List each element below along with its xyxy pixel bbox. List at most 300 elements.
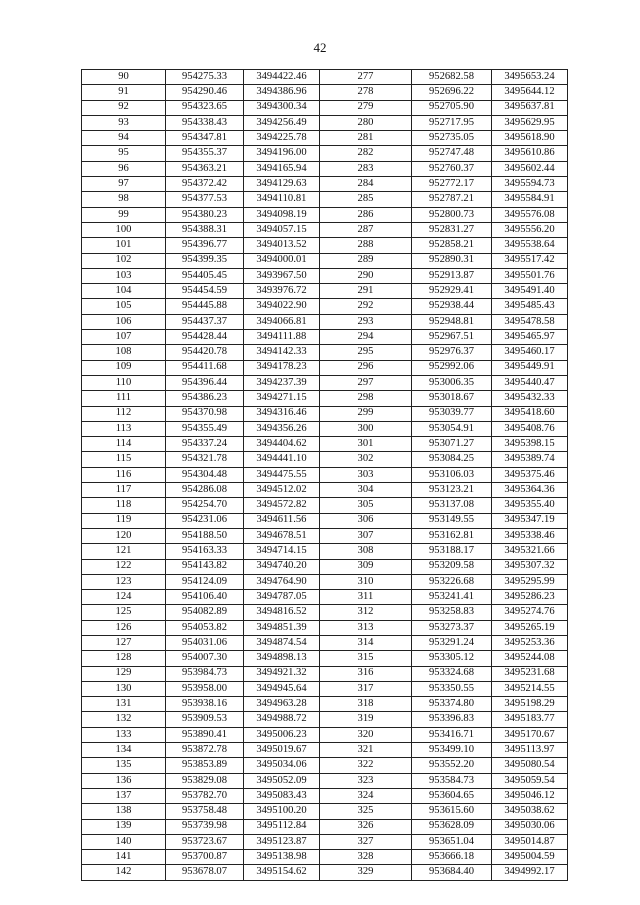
y-coordinate-cell: 3494225.78 bbox=[244, 131, 320, 146]
x-coordinate-cell: 954428.44 bbox=[166, 330, 244, 345]
y-coordinate-cell: 3495138.98 bbox=[244, 850, 320, 865]
x-coordinate-cell: 953018.67 bbox=[412, 391, 492, 406]
x-coordinate-cell: 953890.41 bbox=[166, 727, 244, 742]
point-number-cell: 112 bbox=[82, 406, 166, 421]
y-coordinate-cell: 3494988.72 bbox=[244, 712, 320, 727]
point-number-cell: 328 bbox=[320, 850, 412, 865]
y-coordinate-cell: 3495154.62 bbox=[244, 865, 320, 880]
x-coordinate-cell: 954411.68 bbox=[166, 360, 244, 375]
point-number-cell: 104 bbox=[82, 284, 166, 299]
x-coordinate-cell: 954106.40 bbox=[166, 590, 244, 605]
x-coordinate-cell: 953739.98 bbox=[166, 819, 244, 834]
point-number-cell: 302 bbox=[320, 452, 412, 467]
y-coordinate-cell: 3495034.06 bbox=[244, 758, 320, 773]
point-number-cell: 120 bbox=[82, 528, 166, 543]
x-coordinate-cell: 953958.00 bbox=[166, 681, 244, 696]
point-number-cell: 123 bbox=[82, 574, 166, 589]
point-number-cell: 281 bbox=[320, 131, 412, 146]
x-coordinate-cell: 954163.33 bbox=[166, 544, 244, 559]
table-row bbox=[82, 788, 568, 803]
y-coordinate-cell: 3495080.54 bbox=[492, 758, 568, 773]
table-row bbox=[82, 314, 568, 329]
y-coordinate-cell: 3495485.43 bbox=[492, 299, 568, 314]
point-number-cell: 127 bbox=[82, 635, 166, 650]
point-number-cell: 318 bbox=[320, 697, 412, 712]
y-coordinate-cell: 3494874.54 bbox=[244, 635, 320, 650]
y-coordinate-cell: 3495231.68 bbox=[492, 666, 568, 681]
x-coordinate-cell: 953305.12 bbox=[412, 651, 492, 666]
y-coordinate-cell: 3494356.26 bbox=[244, 421, 320, 436]
table-row bbox=[82, 743, 568, 758]
point-number-cell: 305 bbox=[320, 498, 412, 513]
y-coordinate-cell: 3494441.10 bbox=[244, 452, 320, 467]
table-row bbox=[82, 620, 568, 635]
table-row bbox=[82, 590, 568, 605]
point-number-cell: 295 bbox=[320, 345, 412, 360]
point-number-cell: 141 bbox=[82, 850, 166, 865]
y-coordinate-cell: 3495347.19 bbox=[492, 513, 568, 528]
x-coordinate-cell: 953123.21 bbox=[412, 483, 492, 498]
x-coordinate-cell: 954286.08 bbox=[166, 483, 244, 498]
y-coordinate-cell: 3494404.62 bbox=[244, 437, 320, 452]
point-number-cell: 113 bbox=[82, 421, 166, 436]
point-number-cell: 298 bbox=[320, 391, 412, 406]
x-coordinate-cell: 953938.16 bbox=[166, 697, 244, 712]
table-row bbox=[82, 697, 568, 712]
table-row bbox=[82, 177, 568, 192]
x-coordinate-cell: 953258.83 bbox=[412, 605, 492, 620]
y-coordinate-cell: 3495584.91 bbox=[492, 192, 568, 207]
y-coordinate-cell: 3495644.12 bbox=[492, 85, 568, 100]
point-number-cell: 310 bbox=[320, 574, 412, 589]
point-number-cell: 98 bbox=[82, 192, 166, 207]
x-coordinate-cell: 952705.90 bbox=[412, 100, 492, 115]
point-number-cell: 142 bbox=[82, 865, 166, 880]
x-coordinate-cell: 953416.71 bbox=[412, 727, 492, 742]
x-coordinate-cell: 953853.89 bbox=[166, 758, 244, 773]
y-coordinate-cell: 3495440.47 bbox=[492, 375, 568, 390]
point-number-cell: 329 bbox=[320, 865, 412, 880]
point-number-cell: 319 bbox=[320, 712, 412, 727]
y-coordinate-cell: 3495556.20 bbox=[492, 222, 568, 237]
x-coordinate-cell: 952858.21 bbox=[412, 238, 492, 253]
point-number-cell: 101 bbox=[82, 238, 166, 253]
x-coordinate-cell: 953209.58 bbox=[412, 559, 492, 574]
x-coordinate-cell: 954386.23 bbox=[166, 391, 244, 406]
y-coordinate-cell: 3495046.12 bbox=[492, 788, 568, 803]
x-coordinate-cell: 953499.10 bbox=[412, 743, 492, 758]
y-coordinate-cell: 3495100.20 bbox=[244, 804, 320, 819]
point-number-cell: 110 bbox=[82, 375, 166, 390]
y-coordinate-cell: 3494000.01 bbox=[244, 253, 320, 268]
point-number-cell: 322 bbox=[320, 758, 412, 773]
x-coordinate-cell: 952787.21 bbox=[412, 192, 492, 207]
y-coordinate-cell: 3494256.49 bbox=[244, 115, 320, 130]
y-coordinate-cell: 3495629.95 bbox=[492, 115, 568, 130]
x-coordinate-cell: 953084.25 bbox=[412, 452, 492, 467]
y-coordinate-cell: 3495594.73 bbox=[492, 177, 568, 192]
point-number-cell: 139 bbox=[82, 819, 166, 834]
table-row bbox=[82, 498, 568, 513]
x-coordinate-cell: 953615.60 bbox=[412, 804, 492, 819]
point-number-cell: 306 bbox=[320, 513, 412, 528]
y-coordinate-cell: 3495014.87 bbox=[492, 834, 568, 849]
y-coordinate-cell: 3494316.46 bbox=[244, 406, 320, 421]
y-coordinate-cell: 3494611.56 bbox=[244, 513, 320, 528]
x-coordinate-cell: 953374.80 bbox=[412, 697, 492, 712]
table-row bbox=[82, 268, 568, 283]
point-number-cell: 128 bbox=[82, 651, 166, 666]
point-number-cell: 291 bbox=[320, 284, 412, 299]
point-number-cell: 277 bbox=[320, 70, 412, 85]
point-number-cell: 134 bbox=[82, 743, 166, 758]
x-coordinate-cell: 954355.49 bbox=[166, 421, 244, 436]
point-number-cell: 96 bbox=[82, 161, 166, 176]
x-coordinate-cell: 954370.98 bbox=[166, 406, 244, 421]
x-coordinate-cell: 953350.55 bbox=[412, 681, 492, 696]
x-coordinate-cell: 953872.78 bbox=[166, 743, 244, 758]
x-coordinate-cell: 953226.68 bbox=[412, 574, 492, 589]
x-coordinate-cell: 952976.37 bbox=[412, 345, 492, 360]
table-row bbox=[82, 651, 568, 666]
table-row bbox=[82, 70, 568, 85]
point-number-cell: 313 bbox=[320, 620, 412, 635]
table-row bbox=[82, 528, 568, 543]
y-coordinate-cell: 3495253.36 bbox=[492, 635, 568, 650]
point-number-cell: 311 bbox=[320, 590, 412, 605]
y-coordinate-cell: 3494237.39 bbox=[244, 375, 320, 390]
x-coordinate-cell: 953666.18 bbox=[412, 850, 492, 865]
point-number-cell: 122 bbox=[82, 559, 166, 574]
y-coordinate-cell: 3495389.74 bbox=[492, 452, 568, 467]
y-coordinate-cell: 3495006.23 bbox=[244, 727, 320, 742]
y-coordinate-cell: 3494057.15 bbox=[244, 222, 320, 237]
y-coordinate-cell: 3494475.55 bbox=[244, 467, 320, 482]
y-coordinate-cell: 3495286.23 bbox=[492, 590, 568, 605]
x-coordinate-cell: 954388.31 bbox=[166, 222, 244, 237]
table-row bbox=[82, 727, 568, 742]
point-number-cell: 290 bbox=[320, 268, 412, 283]
y-coordinate-cell: 3493967.50 bbox=[244, 268, 320, 283]
y-coordinate-cell: 3495460.17 bbox=[492, 345, 568, 360]
x-coordinate-cell: 953628.09 bbox=[412, 819, 492, 834]
x-coordinate-cell: 952747.48 bbox=[412, 146, 492, 161]
y-coordinate-cell: 3494816.52 bbox=[244, 605, 320, 620]
y-coordinate-cell: 3495038.62 bbox=[492, 804, 568, 819]
table-row bbox=[82, 222, 568, 237]
point-number-cell: 94 bbox=[82, 131, 166, 146]
x-coordinate-cell: 952735.05 bbox=[412, 131, 492, 146]
point-number-cell: 121 bbox=[82, 544, 166, 559]
x-coordinate-cell: 954007.30 bbox=[166, 651, 244, 666]
table-row bbox=[82, 804, 568, 819]
table-row bbox=[82, 146, 568, 161]
x-coordinate-cell: 953162.81 bbox=[412, 528, 492, 543]
x-coordinate-cell: 954454.59 bbox=[166, 284, 244, 299]
point-number-cell: 130 bbox=[82, 681, 166, 696]
y-coordinate-cell: 3495408.76 bbox=[492, 421, 568, 436]
point-number-cell: 106 bbox=[82, 314, 166, 329]
x-coordinate-cell: 952913.87 bbox=[412, 268, 492, 283]
point-number-cell: 133 bbox=[82, 727, 166, 742]
y-coordinate-cell: 3494129.63 bbox=[244, 177, 320, 192]
point-number-cell: 285 bbox=[320, 192, 412, 207]
x-coordinate-cell: 954053.82 bbox=[166, 620, 244, 635]
y-coordinate-cell: 3494898.13 bbox=[244, 651, 320, 666]
table-row bbox=[82, 437, 568, 452]
y-coordinate-cell: 3495295.99 bbox=[492, 574, 568, 589]
table-row bbox=[82, 712, 568, 727]
y-coordinate-cell: 3494714.15 bbox=[244, 544, 320, 559]
point-number-cell: 140 bbox=[82, 834, 166, 849]
table-row bbox=[82, 819, 568, 834]
table-row bbox=[82, 391, 568, 406]
table-row bbox=[82, 360, 568, 375]
x-coordinate-cell: 952948.81 bbox=[412, 314, 492, 329]
y-coordinate-cell: 3494386.96 bbox=[244, 85, 320, 100]
point-number-cell: 100 bbox=[82, 222, 166, 237]
point-number-cell: 118 bbox=[82, 498, 166, 513]
point-number-cell: 117 bbox=[82, 483, 166, 498]
table-row bbox=[82, 850, 568, 865]
x-coordinate-cell: 954437.37 bbox=[166, 314, 244, 329]
y-coordinate-cell: 3495398.15 bbox=[492, 437, 568, 452]
point-number-cell: 293 bbox=[320, 314, 412, 329]
point-number-cell: 279 bbox=[320, 100, 412, 115]
y-coordinate-cell: 3495214.55 bbox=[492, 681, 568, 696]
x-coordinate-cell: 953149.55 bbox=[412, 513, 492, 528]
x-coordinate-cell: 953684.40 bbox=[412, 865, 492, 880]
coordinates-table-body bbox=[82, 70, 568, 881]
y-coordinate-cell: 3494271.15 bbox=[244, 391, 320, 406]
y-coordinate-cell: 3495274.76 bbox=[492, 605, 568, 620]
x-coordinate-cell: 953552.20 bbox=[412, 758, 492, 773]
point-number-cell: 312 bbox=[320, 605, 412, 620]
x-coordinate-cell: 953584.73 bbox=[412, 773, 492, 788]
point-number-cell: 308 bbox=[320, 544, 412, 559]
x-coordinate-cell: 953291.24 bbox=[412, 635, 492, 650]
x-coordinate-cell: 953054.91 bbox=[412, 421, 492, 436]
x-coordinate-cell: 954321.78 bbox=[166, 452, 244, 467]
y-coordinate-cell: 3495112.84 bbox=[244, 819, 320, 834]
y-coordinate-cell: 3494022.90 bbox=[244, 299, 320, 314]
point-number-cell: 288 bbox=[320, 238, 412, 253]
point-number-cell: 325 bbox=[320, 804, 412, 819]
y-coordinate-cell: 3495030.06 bbox=[492, 819, 568, 834]
point-number-cell: 294 bbox=[320, 330, 412, 345]
table-row bbox=[82, 773, 568, 788]
y-coordinate-cell: 3495618.90 bbox=[492, 131, 568, 146]
y-coordinate-cell: 3495517.42 bbox=[492, 253, 568, 268]
x-coordinate-cell: 954377.53 bbox=[166, 192, 244, 207]
y-coordinate-cell: 3495449.91 bbox=[492, 360, 568, 375]
x-coordinate-cell: 952890.31 bbox=[412, 253, 492, 268]
table-row bbox=[82, 207, 568, 222]
point-number-cell: 136 bbox=[82, 773, 166, 788]
table-row bbox=[82, 299, 568, 314]
point-number-cell: 297 bbox=[320, 375, 412, 390]
point-number-cell: 284 bbox=[320, 177, 412, 192]
x-coordinate-cell: 952831.27 bbox=[412, 222, 492, 237]
table-row bbox=[82, 483, 568, 498]
point-number-cell: 278 bbox=[320, 85, 412, 100]
y-coordinate-cell: 3495418.60 bbox=[492, 406, 568, 421]
y-coordinate-cell: 3495432.33 bbox=[492, 391, 568, 406]
y-coordinate-cell: 3494196.00 bbox=[244, 146, 320, 161]
y-coordinate-cell: 3495307.32 bbox=[492, 559, 568, 574]
table-row bbox=[82, 681, 568, 696]
coordinates-table bbox=[81, 69, 568, 881]
x-coordinate-cell: 954082.89 bbox=[166, 605, 244, 620]
table-row bbox=[82, 375, 568, 390]
point-number-cell: 90 bbox=[82, 70, 166, 85]
table-row bbox=[82, 758, 568, 773]
point-number-cell: 108 bbox=[82, 345, 166, 360]
table-row bbox=[82, 513, 568, 528]
y-coordinate-cell: 3495113.97 bbox=[492, 743, 568, 758]
point-number-cell: 320 bbox=[320, 727, 412, 742]
point-number-cell: 126 bbox=[82, 620, 166, 635]
y-coordinate-cell: 3494165.94 bbox=[244, 161, 320, 176]
point-number-cell: 95 bbox=[82, 146, 166, 161]
point-number-cell: 287 bbox=[320, 222, 412, 237]
point-number-cell: 91 bbox=[82, 85, 166, 100]
y-coordinate-cell: 3494992.17 bbox=[492, 865, 568, 880]
x-coordinate-cell: 954372.42 bbox=[166, 177, 244, 192]
table-row bbox=[82, 559, 568, 574]
page-number: 42 bbox=[313, 40, 327, 55]
table-row bbox=[82, 467, 568, 482]
x-coordinate-cell: 954275.33 bbox=[166, 70, 244, 85]
y-coordinate-cell: 3495637.81 bbox=[492, 100, 568, 115]
x-coordinate-cell: 952992.06 bbox=[412, 360, 492, 375]
point-number-cell: 97 bbox=[82, 177, 166, 192]
x-coordinate-cell: 952967.51 bbox=[412, 330, 492, 345]
x-coordinate-cell: 954399.35 bbox=[166, 253, 244, 268]
point-number-cell: 317 bbox=[320, 681, 412, 696]
point-number-cell: 135 bbox=[82, 758, 166, 773]
y-coordinate-cell: 3495576.08 bbox=[492, 207, 568, 222]
x-coordinate-cell: 954188.50 bbox=[166, 528, 244, 543]
x-coordinate-cell: 954405.45 bbox=[166, 268, 244, 283]
x-coordinate-cell: 953678.07 bbox=[166, 865, 244, 880]
point-number-cell: 132 bbox=[82, 712, 166, 727]
y-coordinate-cell: 3494787.05 bbox=[244, 590, 320, 605]
point-number-cell: 283 bbox=[320, 161, 412, 176]
y-coordinate-cell: 3495653.24 bbox=[492, 70, 568, 85]
table-row bbox=[82, 421, 568, 436]
x-coordinate-cell: 953137.08 bbox=[412, 498, 492, 513]
y-coordinate-cell: 3495491.40 bbox=[492, 284, 568, 299]
y-coordinate-cell: 3495602.44 bbox=[492, 161, 568, 176]
y-coordinate-cell: 3493976.72 bbox=[244, 284, 320, 299]
point-number-cell: 109 bbox=[82, 360, 166, 375]
point-number-cell: 93 bbox=[82, 115, 166, 130]
x-coordinate-cell: 954396.77 bbox=[166, 238, 244, 253]
point-number-cell: 303 bbox=[320, 467, 412, 482]
x-coordinate-cell: 953273.37 bbox=[412, 620, 492, 635]
point-number-cell: 326 bbox=[320, 819, 412, 834]
y-coordinate-cell: 3495375.46 bbox=[492, 467, 568, 482]
point-number-cell: 314 bbox=[320, 635, 412, 650]
x-coordinate-cell: 953396.83 bbox=[412, 712, 492, 727]
point-number-cell: 111 bbox=[82, 391, 166, 406]
table-row bbox=[82, 666, 568, 681]
y-coordinate-cell: 3494921.32 bbox=[244, 666, 320, 681]
x-coordinate-cell: 954396.44 bbox=[166, 375, 244, 390]
point-number-cell: 99 bbox=[82, 207, 166, 222]
y-coordinate-cell: 3495338.46 bbox=[492, 528, 568, 543]
y-coordinate-cell: 3494764.90 bbox=[244, 574, 320, 589]
point-number-cell: 105 bbox=[82, 299, 166, 314]
point-number-cell: 304 bbox=[320, 483, 412, 498]
point-number-cell: 299 bbox=[320, 406, 412, 421]
table-row bbox=[82, 865, 568, 880]
x-coordinate-cell: 953651.04 bbox=[412, 834, 492, 849]
x-coordinate-cell: 954420.78 bbox=[166, 345, 244, 360]
y-coordinate-cell: 3495465.97 bbox=[492, 330, 568, 345]
y-coordinate-cell: 3495478.58 bbox=[492, 314, 568, 329]
point-number-cell: 138 bbox=[82, 804, 166, 819]
x-coordinate-cell: 954323.65 bbox=[166, 100, 244, 115]
x-coordinate-cell: 954445.88 bbox=[166, 299, 244, 314]
point-number-cell: 321 bbox=[320, 743, 412, 758]
table-row bbox=[82, 605, 568, 620]
x-coordinate-cell: 952929.41 bbox=[412, 284, 492, 299]
y-coordinate-cell: 3495364.36 bbox=[492, 483, 568, 498]
x-coordinate-cell: 953782.70 bbox=[166, 788, 244, 803]
y-coordinate-cell: 3494178.23 bbox=[244, 360, 320, 375]
x-coordinate-cell: 952772.17 bbox=[412, 177, 492, 192]
point-number-cell: 309 bbox=[320, 559, 412, 574]
y-coordinate-cell: 3494066.81 bbox=[244, 314, 320, 329]
x-coordinate-cell: 953324.68 bbox=[412, 666, 492, 681]
x-coordinate-cell: 954143.82 bbox=[166, 559, 244, 574]
x-coordinate-cell: 952717.95 bbox=[412, 115, 492, 130]
y-coordinate-cell: 3494851.39 bbox=[244, 620, 320, 635]
point-number-cell: 282 bbox=[320, 146, 412, 161]
table-row bbox=[82, 115, 568, 130]
y-coordinate-cell: 3495123.87 bbox=[244, 834, 320, 849]
y-coordinate-cell: 3494111.88 bbox=[244, 330, 320, 345]
point-number-cell: 296 bbox=[320, 360, 412, 375]
x-coordinate-cell: 954031.06 bbox=[166, 635, 244, 650]
y-coordinate-cell: 3495198.29 bbox=[492, 697, 568, 712]
point-number-cell: 125 bbox=[82, 605, 166, 620]
point-number-cell: 316 bbox=[320, 666, 412, 681]
point-number-cell: 286 bbox=[320, 207, 412, 222]
y-coordinate-cell: 3495183.77 bbox=[492, 712, 568, 727]
table-row bbox=[82, 161, 568, 176]
y-coordinate-cell: 3495355.40 bbox=[492, 498, 568, 513]
x-coordinate-cell: 953604.65 bbox=[412, 788, 492, 803]
x-coordinate-cell: 952800.73 bbox=[412, 207, 492, 222]
point-number-cell: 102 bbox=[82, 253, 166, 268]
y-coordinate-cell: 3495538.64 bbox=[492, 238, 568, 253]
y-coordinate-cell: 3495244.08 bbox=[492, 651, 568, 666]
x-coordinate-cell: 954380.23 bbox=[166, 207, 244, 222]
y-coordinate-cell: 3495019.67 bbox=[244, 743, 320, 758]
x-coordinate-cell: 953909.53 bbox=[166, 712, 244, 727]
x-coordinate-cell: 954337.24 bbox=[166, 437, 244, 452]
table-row bbox=[82, 238, 568, 253]
x-coordinate-cell: 954363.21 bbox=[166, 161, 244, 176]
x-coordinate-cell: 954254.70 bbox=[166, 498, 244, 513]
x-coordinate-cell: 954231.06 bbox=[166, 513, 244, 528]
y-coordinate-cell: 3494572.82 bbox=[244, 498, 320, 513]
point-number-cell: 315 bbox=[320, 651, 412, 666]
point-number-cell: 129 bbox=[82, 666, 166, 681]
